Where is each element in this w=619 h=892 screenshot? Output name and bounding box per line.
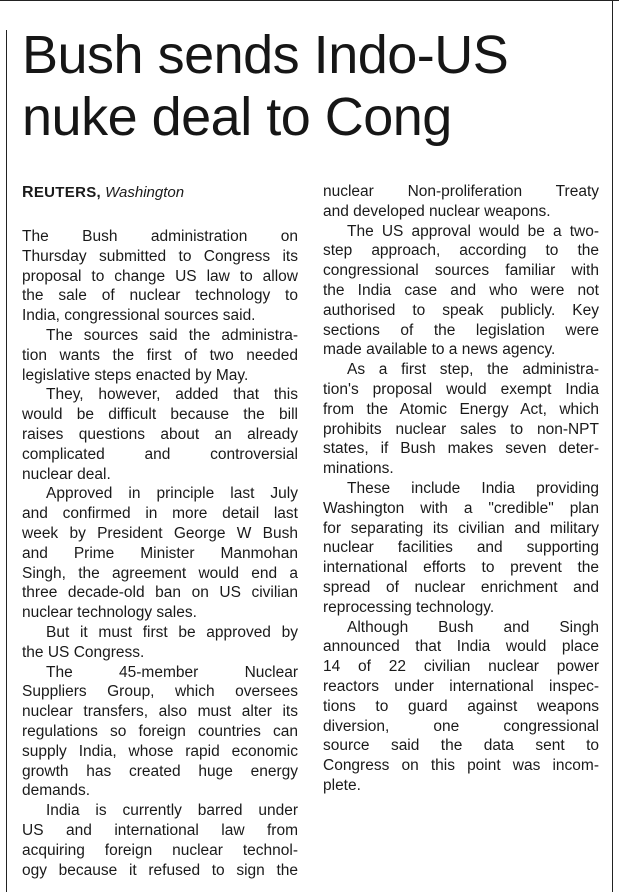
body-text-line: tions to guard against weapons — [323, 697, 599, 715]
body-text-line: nuclear deal. — [22, 465, 111, 483]
body-text-line: Thursday submitted to Congress its — [22, 247, 298, 265]
body-text-line: minations. — [323, 460, 394, 478]
body-text-line: India is currently barred under — [46, 802, 298, 820]
body-text-line: reprocessing technology. — [323, 598, 495, 616]
body-text-line: diversion, one congressional — [323, 717, 599, 735]
body-text-line: states, if Bush makes seven deter- — [323, 440, 599, 458]
body-text-line: nuclear Non-proliferation Treaty — [323, 183, 599, 200]
body-text-line: nuclear transfers, also must alter its — [22, 703, 298, 721]
body-text-line: source said the data sent to — [323, 737, 599, 755]
body-text-line: step approach, according to the — [323, 242, 599, 260]
column-body — [323, 182, 599, 796]
body-text-line: raises questions about an already — [22, 425, 298, 443]
body-text-line: Congress on this point was incom- — [323, 757, 599, 775]
body-text-line: authorised to speak publicly. Key — [323, 301, 599, 319]
left-rule — [6, 30, 7, 892]
headline — [22, 24, 612, 148]
body-text-line: demands. — [22, 782, 91, 800]
body-text-line: regulations so foreign countries can — [22, 722, 298, 740]
body-text-line: international efforts to prevent the — [323, 559, 599, 577]
body-text-line: spread of nuclear enrichment and — [323, 578, 599, 596]
body-text-line: legislative steps enacted by May. — [22, 366, 249, 384]
body-text-line: complicated and controversial — [22, 445, 298, 463]
body-text-line: acquiring foreign nuclear technol- — [22, 841, 298, 859]
column-body — [22, 227, 298, 880]
right-rule — [612, 0, 613, 892]
body-text-line: made available to a news agency. — [323, 341, 556, 359]
body-text-line: Approved in principle last July — [46, 485, 298, 503]
body-text-line: for separating its civilian and military — [323, 519, 599, 537]
dateline-place: Washington — [105, 184, 185, 201]
body-text-line: reactors under international inspec- — [323, 677, 599, 695]
body-text-line: the India case and who were not — [323, 281, 599, 299]
body-text-line: plete. — [323, 776, 361, 794]
top-rule — [0, 0, 619, 1]
body-text-line: congressional sources familiar with — [323, 262, 599, 280]
body-text-line: proposal to change US law to allow — [22, 267, 298, 285]
body-text-line: These include India providing — [347, 479, 599, 497]
body-text-line: The 45-member Nuclear — [46, 663, 298, 681]
body-text-line: and Prime Minister Manmohan — [22, 544, 298, 562]
article-column-1 — [22, 183, 298, 880]
body-text-line: prohibits nuclear sales to non-NPT — [323, 420, 599, 438]
body-text-line: But it must first be approved by — [46, 623, 298, 641]
body-text-line: Singh, the agreement would end a — [22, 564, 298, 582]
body-text-line: the sale of nuclear technology to — [22, 287, 298, 305]
body-text-line: The sources said the administra- — [46, 326, 298, 344]
body-text-line: tion wants the first of two needed — [22, 346, 298, 364]
body-text-line: growth has created huge energy — [22, 762, 298, 780]
headline-line: Bush sends Indo-US — [22, 25, 509, 85]
body-text-line: from the Atomic Energy Act, which — [323, 400, 599, 418]
body-text-line: ogy because it refused to sign the — [22, 861, 298, 879]
headline-line: nuke deal to Cong — [22, 87, 452, 147]
body-text-line: would be difficult because the bill — [22, 406, 298, 424]
body-text-line: and confirmed in more detail last — [22, 505, 298, 523]
body-text-line: sections of the legislation were — [323, 321, 599, 339]
agency-name — [22, 184, 101, 201]
dateline — [22, 183, 298, 203]
body-text-line: week by President George W Bush — [22, 524, 298, 542]
body-text-line: They, however, added that this — [46, 386, 298, 404]
body-text-line: 14 of 22 civilian nuclear power — [323, 658, 599, 676]
body-text-line: Although Bush and Singh — [347, 618, 599, 636]
body-text-line: and developed nuclear weapons. — [323, 202, 551, 220]
body-text-line: three decade-old ban on US civilian — [22, 584, 298, 602]
body-text-line: announced that India would place — [323, 638, 599, 656]
body-text-line: nuclear technology sales. — [22, 604, 197, 622]
body-text-line: nuclear facilities and supporting — [323, 539, 599, 557]
body-text-line: Washington with a "credible" plan — [323, 499, 599, 517]
body-text-line: India, congressional sources said. — [22, 307, 256, 325]
body-text-line: The US approval would be a two- — [347, 222, 599, 240]
body-text-line: tion's proposal would exempt India — [323, 380, 599, 398]
body-text-line: the US Congress. — [22, 643, 145, 661]
article-column-2 — [323, 182, 599, 796]
body-text-line: supply India, whose rapid economic — [22, 742, 298, 760]
body-text-line: US and international law from — [22, 821, 298, 839]
agency-rest: EUTERS, — [33, 184, 101, 201]
body-text-line: The Bush administration on — [22, 228, 298, 245]
body-text-line: As a first step, the administra- — [347, 361, 599, 379]
body-text-line: Suppliers Group, which oversees — [22, 683, 298, 701]
agency-initial: R — [22, 184, 34, 201]
